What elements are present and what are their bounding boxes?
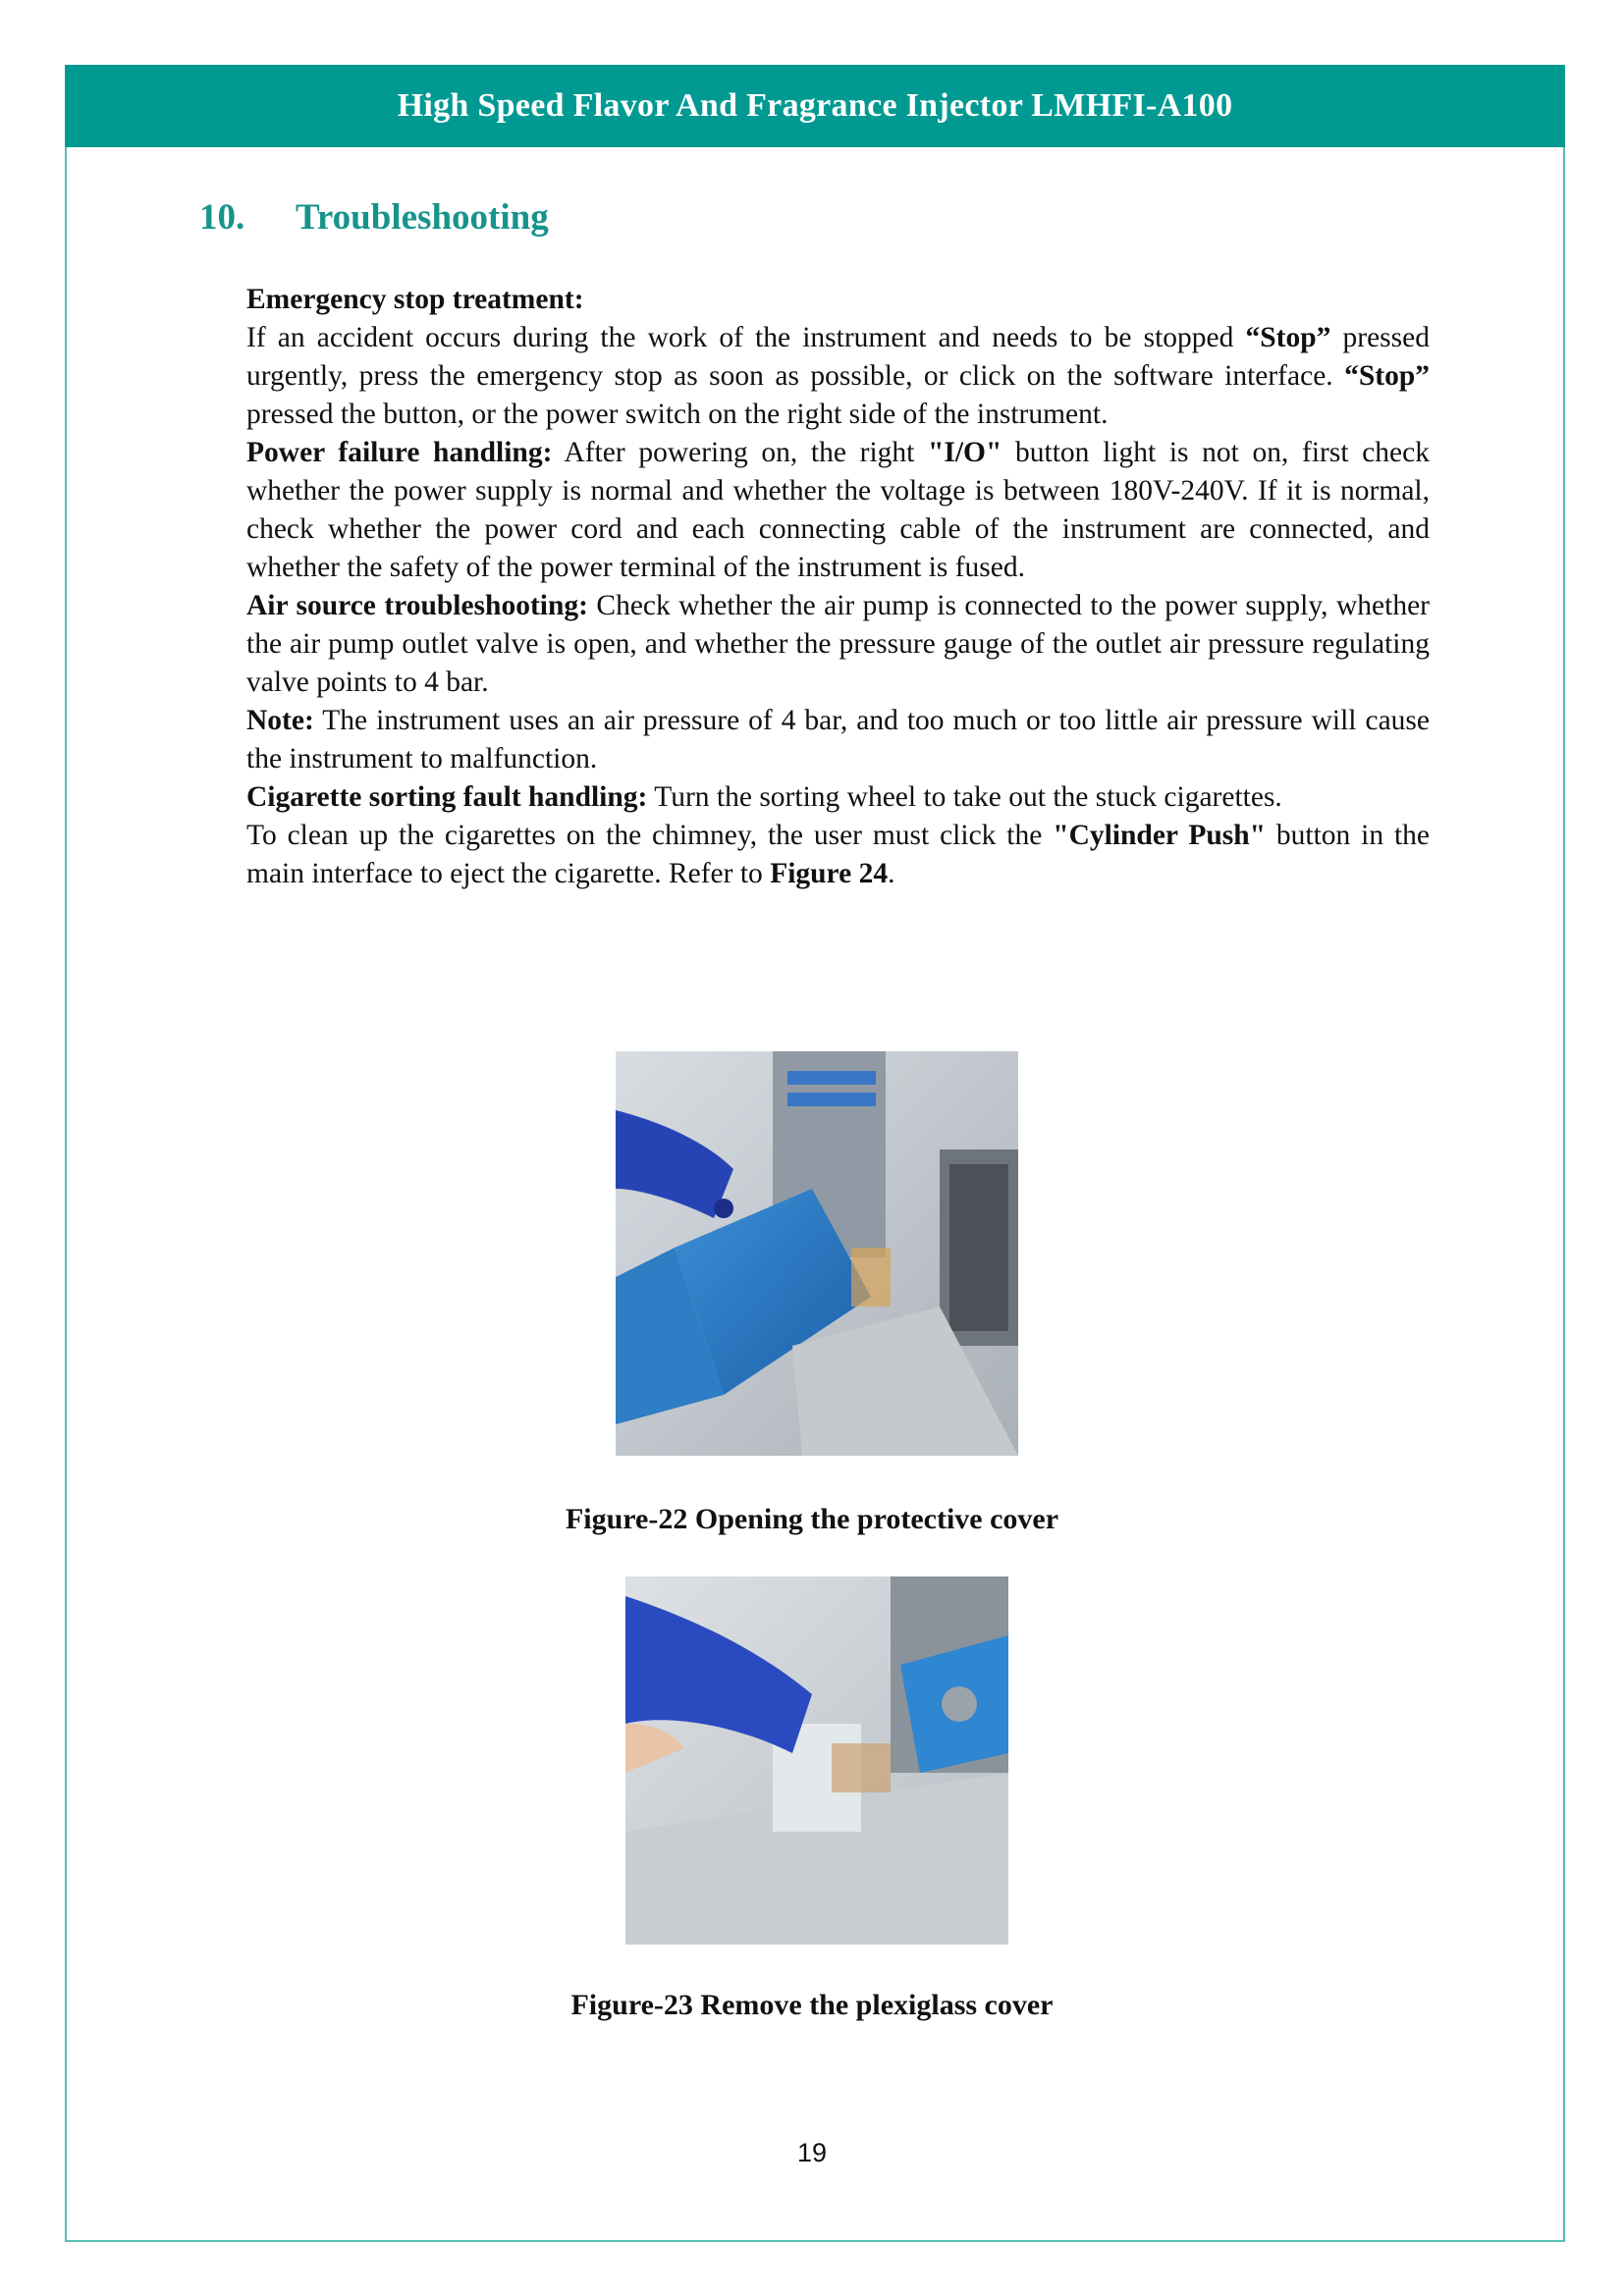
sorting-paragraph <box>246 778 1430 817</box>
section-title: Troubleshooting <box>296 197 549 238</box>
air-heading: Air source troubleshooting: <box>246 590 588 621</box>
air-paragraph <box>246 587 1430 702</box>
figure-23-photo <box>625 1576 1008 1945</box>
body-text <box>246 281 1430 893</box>
sorting-heading: Cigarette sorting fault handling: <box>246 781 648 813</box>
emergency-text-2: pressed urgently, press the emergency stop as soon as possible, or click on the software interface. <box>246 322 1430 392</box>
note-text: The instrument uses an air pressure of 4 bar, and too much or too little air pressure will cause the instrument to malfunction. <box>246 705 1430 774</box>
section-heading <box>199 196 549 239</box>
figure-reference: Figure 24 <box>770 858 889 889</box>
document-header: High Speed Flavor And Fragrance Injector LMHFI-A100 <box>65 65 1565 147</box>
page-number: 19 <box>796 2138 828 2167</box>
power-paragraph <box>246 434 1430 587</box>
power-text-2: button light is not on, first check whether the power supply is normal and whether the voltage is between 180V-240V. If it is normal, check whether the power cord and each connecting cable of the instrument are connected, and whether the safety of the power terminal of the instrument is fused. <box>246 437 1430 583</box>
cleanup-paragraph <box>246 817 1430 893</box>
stop-label: “Stop” <box>1245 322 1331 353</box>
emergency-heading: Emergency stop treatment: <box>246 284 584 315</box>
cylinder-push-label: "Cylinder Push" <box>1053 820 1267 851</box>
emergency-text-1: If an accident occurs during the work of the instrument and needs to be stopped <box>246 322 1246 353</box>
figure-22-photo <box>616 1051 1018 1456</box>
emergency-heading-paragraph <box>246 281 1430 319</box>
sorting-text: Turn the sorting wheel to take out the stuck cigarettes. <box>647 781 1282 813</box>
note-heading: Note: <box>246 705 314 736</box>
section-number: 10. <box>199 197 245 238</box>
figure-22-caption: Figure-22 Opening the protective cover <box>565 1503 1059 1535</box>
power-text-1: After powering on, the right <box>552 437 928 468</box>
emergency-text-3: pressed the button, or the power switch on the right side of the instrument. <box>246 399 1109 430</box>
power-heading: Power failure handling: <box>246 437 553 468</box>
cleanup-text-1: To clean up the cigarettes on the chimney, the user must click the <box>246 820 1054 851</box>
figure-23-caption: Figure-23 Remove the plexiglass cover <box>570 1989 1054 2021</box>
cleanup-text-2: button in the main interface to eject the cigarette. Refer to <box>246 820 1430 889</box>
air-text: Check whether the air pump is connected to the power supply, whether the air pump outlet valve is open, and whether the pressure gauge of the outlet air pressure regulating valve points to 4 bar. <box>246 590 1430 698</box>
stop-label-2: “Stop” <box>1344 360 1430 392</box>
note-paragraph <box>246 702 1430 778</box>
io-label: "I/O" <box>928 437 1002 468</box>
emergency-paragraph <box>246 319 1430 434</box>
cleanup-text-3: . <box>888 858 895 889</box>
